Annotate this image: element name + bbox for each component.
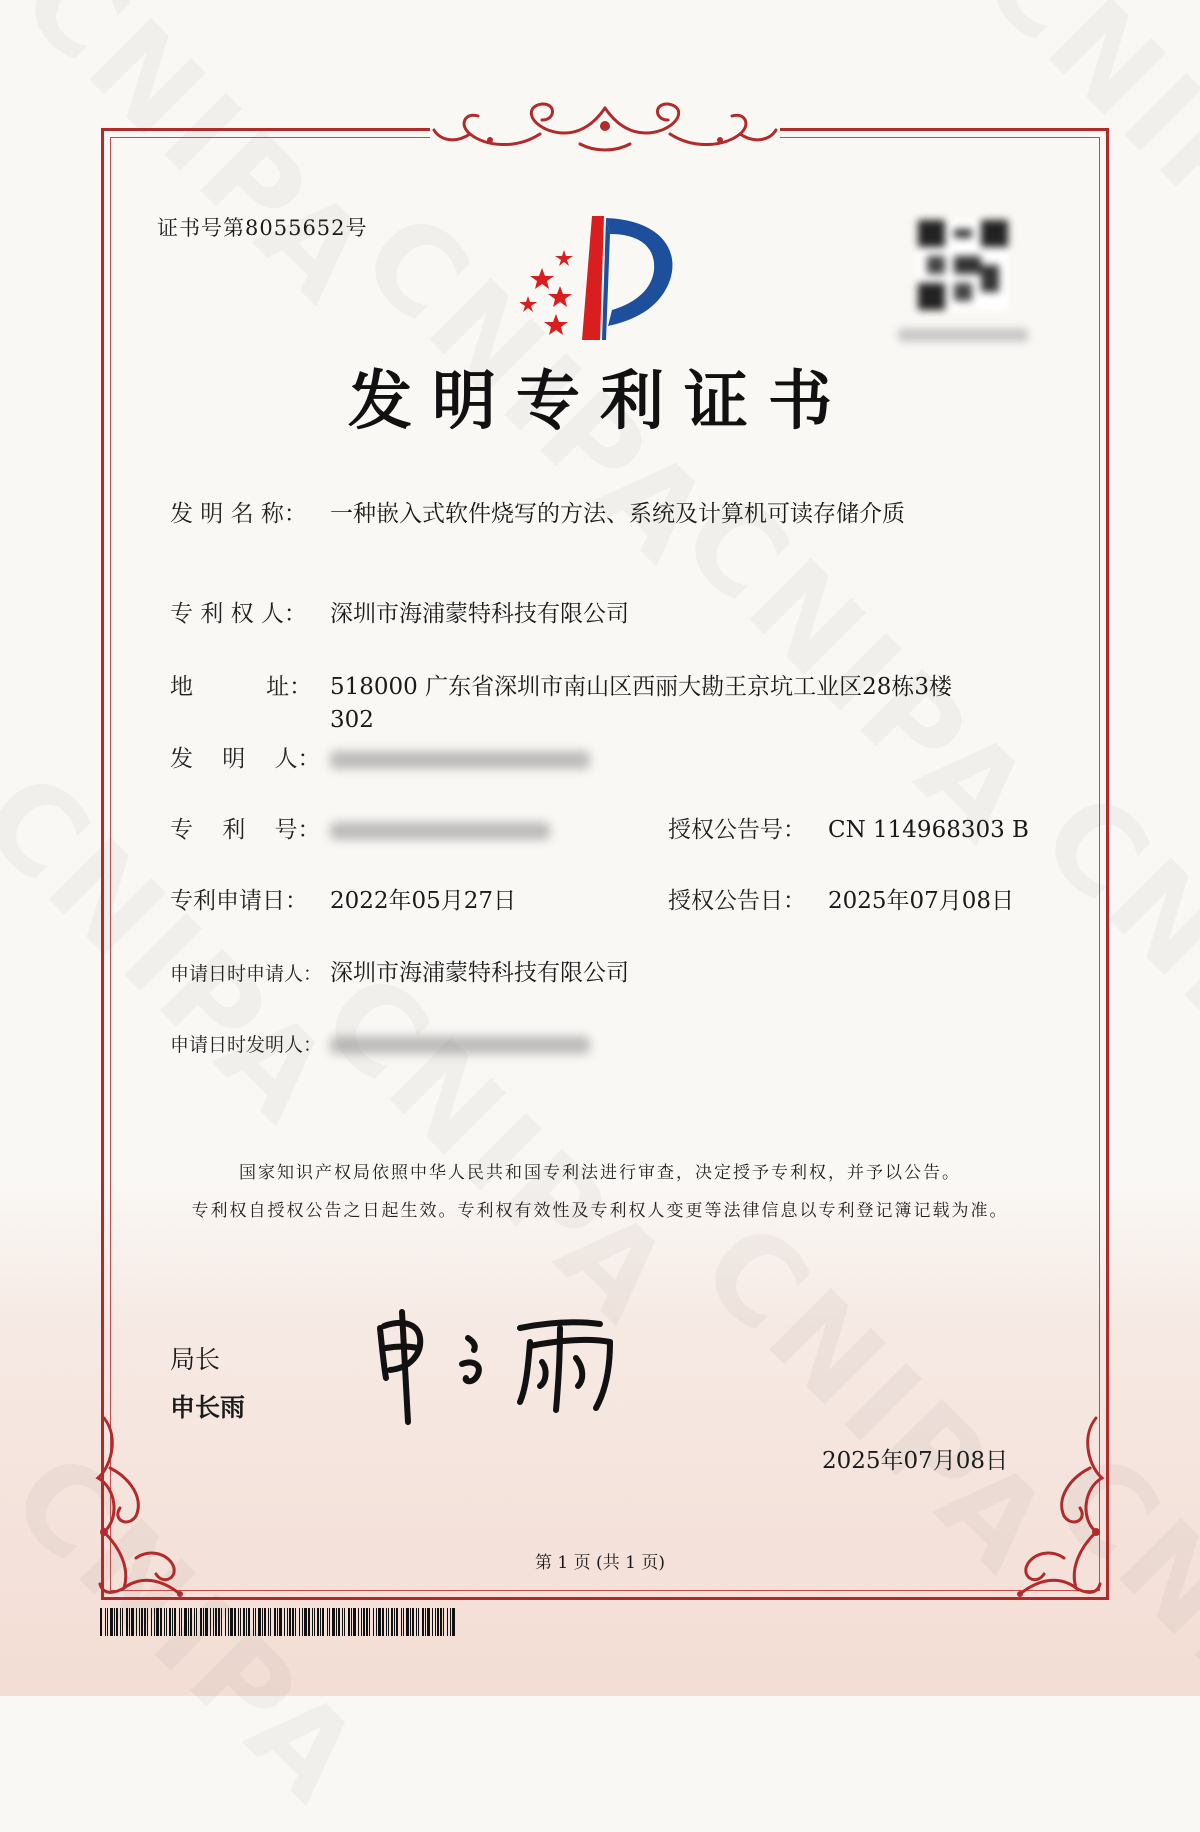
grant-notice-line-2: 专利权自授权公告之日起生效。专利权有效性及专利权人变更等法律信息以专利登记簿记载为准。 <box>191 1201 1009 1221</box>
field-label: 专利申请日： <box>170 888 308 914</box>
cnipa-logo-icon <box>520 210 690 350</box>
field-applicant-at-filing <box>170 956 629 991</box>
field-label: 申请日时发明人： <box>170 1034 323 1056</box>
field-patent-number <box>170 813 550 847</box>
redacted-value <box>330 822 550 840</box>
field-address <box>170 670 952 704</box>
director-title: 局长 <box>170 1345 221 1374</box>
field-label: 授权公告日： <box>668 888 806 914</box>
field-grant-announcement-date <box>668 884 1014 918</box>
qr-code-caption-redacted <box>898 328 1028 342</box>
field-label: 授权公告号： <box>668 817 806 843</box>
field-invention-name <box>170 497 905 531</box>
field-value: 518000 广东省深圳市南山区西丽大勘王京坑工业区28栋3楼 <box>330 674 953 700</box>
signature-icon <box>370 1298 630 1428</box>
field-filing-date <box>170 884 516 918</box>
issue-date: 2025年07月08日 <box>822 1448 1009 1474</box>
field-label: 发 明 人： <box>170 746 321 772</box>
qr-code-icon <box>918 220 1008 310</box>
redacted-value <box>330 1036 590 1054</box>
barcode-icon <box>100 1608 460 1636</box>
field-inventor-at-filing <box>170 1027 590 1062</box>
grant-notice-line-1: 国家知识产权局依照中华人民共和国专利法进行审查，决定授予专利权，并予以公告。 <box>239 1163 961 1183</box>
field-value: 2025年07月08日 <box>828 888 1015 914</box>
field-value: 深圳市海浦蒙特科技有限公司 <box>330 960 629 986</box>
ornament-top-icon <box>430 100 780 156</box>
field-address-line2: 302 <box>330 707 374 733</box>
field-value: 一种嵌入式软件烧写的方法、系统及计算机可读存储介质 <box>330 501 905 527</box>
ornament-corner-icon <box>990 1408 1110 1608</box>
field-label: 发 明 名 称： <box>170 501 307 527</box>
field-label: 地 址： <box>170 674 313 700</box>
field-label: 申请日时申请人： <box>170 963 323 985</box>
certificate-title: 发明专利证书 <box>348 364 852 439</box>
field-grant-announcement-number <box>668 813 1029 847</box>
director-name: 申长雨 <box>170 1393 246 1422</box>
field-inventor <box>170 742 590 776</box>
redacted-value <box>330 751 590 769</box>
field-value: 深圳市海浦蒙特科技有限公司 <box>330 601 629 627</box>
field-value: CN 114968303 B <box>828 817 1029 843</box>
field-label: 专 利 号： <box>170 817 321 843</box>
field-patentee <box>170 597 629 631</box>
field-label: 专 利 权 人： <box>170 601 307 627</box>
certificate-number: 证书号第8055652号 <box>157 216 368 240</box>
field-value: 2022年05月27日 <box>330 888 517 914</box>
page-info: 第 1 页 (共 1 页) <box>535 1553 665 1573</box>
ornament-corner-icon <box>90 1408 210 1608</box>
